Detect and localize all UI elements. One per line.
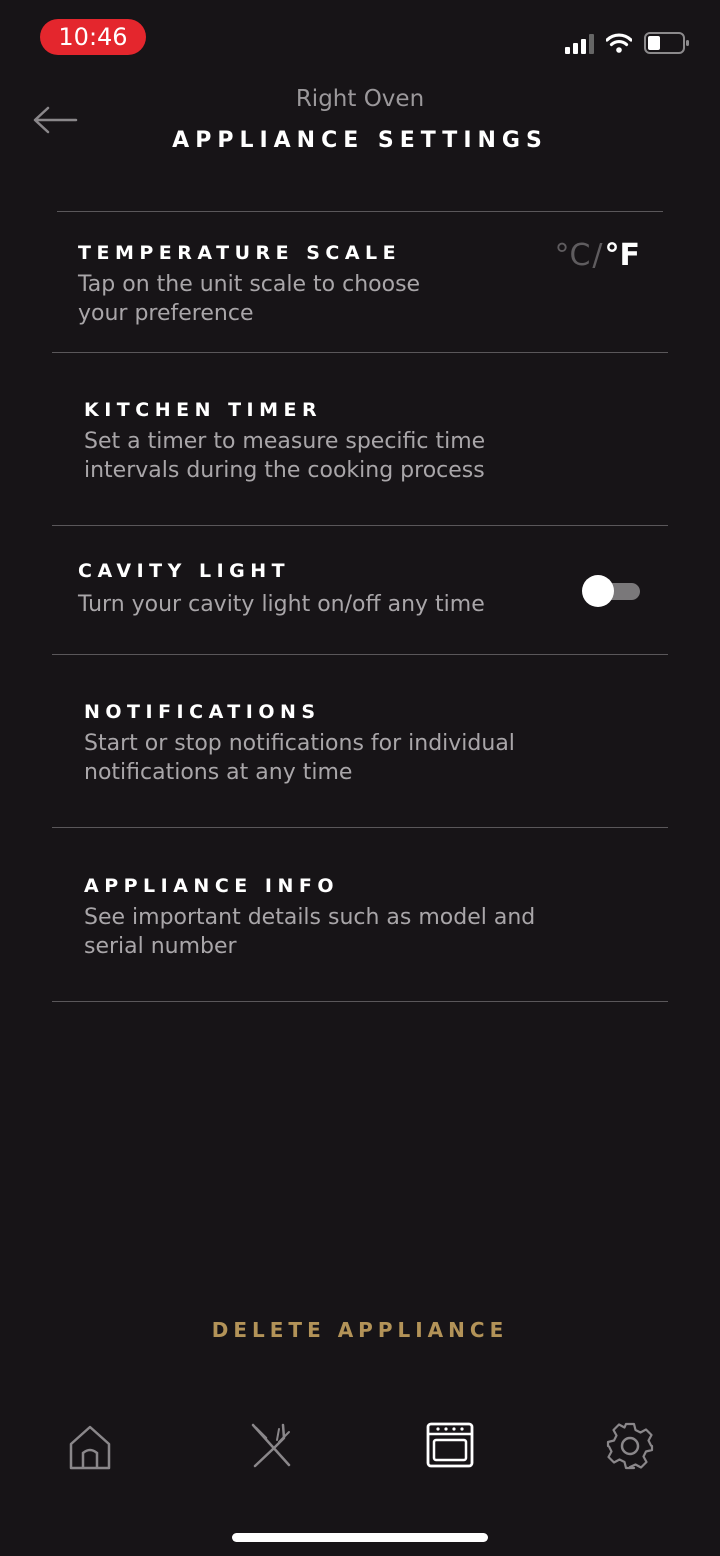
notifications-description: Start or stop notifications for individual notifications at any time <box>84 731 515 785</box>
unit-celsius-option[interactable]: °C <box>554 238 591 273</box>
delete-appliance-button[interactable]: DELETE APPLIANCE <box>211 1318 509 1342</box>
cavity-light-title: CAVITY LIGHT <box>78 560 291 582</box>
status-time: 10:46 <box>40 19 146 55</box>
cavity-light-toggle[interactable] <box>582 575 642 607</box>
divider <box>52 352 668 353</box>
appliance-info-title: APPLIANCE INFO <box>84 875 339 897</box>
kitchen-timer-row[interactable] <box>84 399 644 485</box>
unit-separator: / <box>592 238 603 273</box>
oven-icon[interactable] <box>422 1418 478 1474</box>
page-title: APPLIANCE SETTINGS <box>172 128 548 153</box>
wifi-icon <box>606 33 632 53</box>
cavity-light-row <box>78 560 558 619</box>
temperature-unit-toggle <box>554 238 640 273</box>
toggle-knob <box>582 575 614 607</box>
divider <box>52 525 668 526</box>
unit-fahrenheit-option[interactable]: °F <box>604 238 640 273</box>
appliance-info-row[interactable] <box>84 875 644 961</box>
home-icon[interactable] <box>62 1418 118 1474</box>
notifications-title: NOTIFICATIONS <box>84 701 321 723</box>
notifications-row[interactable] <box>84 701 644 787</box>
battery-icon <box>644 32 690 54</box>
temperature-scale-description: Tap on the unit scale to choose your preference <box>78 272 421 326</box>
status-icons <box>565 28 690 58</box>
temperature-scale-row <box>78 242 518 328</box>
home-indicator[interactable] <box>232 1533 488 1542</box>
divider <box>52 1001 668 1002</box>
appliance-name: Right Oven <box>295 86 425 112</box>
kitchen-timer-description: Set a timer to measure specific time intervals during the cooking process <box>84 429 486 483</box>
signal-icon <box>565 32 594 54</box>
divider <box>52 827 668 828</box>
divider <box>57 211 663 212</box>
gear-icon[interactable] <box>602 1418 658 1474</box>
cavity-light-description: Turn your cavity light on/off any time <box>78 592 485 617</box>
divider <box>52 654 668 655</box>
kitchen-timer-title: KITCHEN TIMER <box>84 399 323 421</box>
fork-knife-icon[interactable] <box>243 1418 299 1474</box>
appliance-info-description: See important details such as model and serial number <box>84 905 536 959</box>
temperature-scale-title: TEMPERATURE SCALE <box>78 242 402 264</box>
